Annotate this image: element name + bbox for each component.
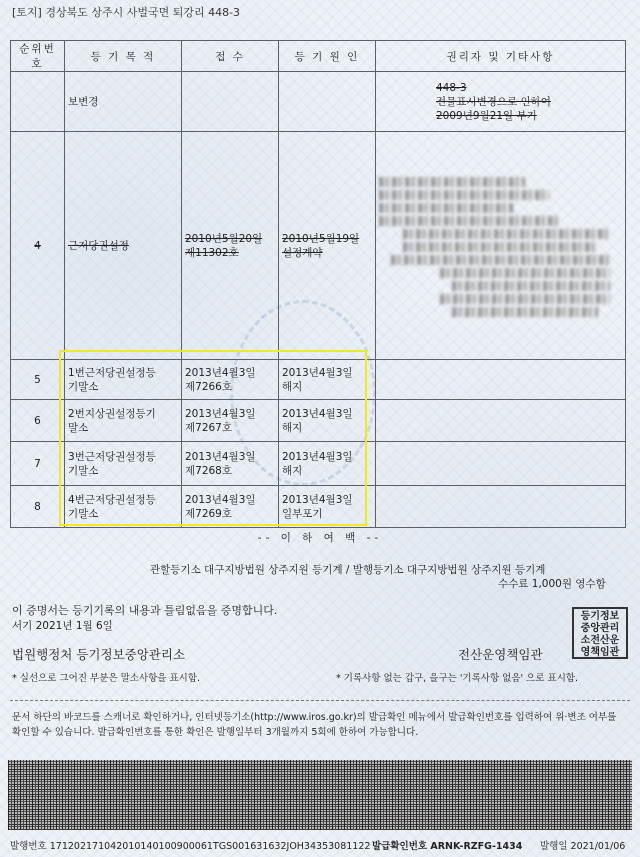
divider (10, 700, 630, 701)
issuer-name: 법원행정처 등기정보중앙관리소 (12, 647, 186, 662)
redacted-text (379, 190, 549, 200)
document-header: [토지] 경상북도 상주시 사벌국면 퇴강리 448-3 (12, 6, 241, 19)
receipt-cell: 2013년4월3일 제7267호 (182, 400, 279, 442)
issue-number: 발행번호 171202171042010140100900061TGS001631632JOH34353081122 (10, 841, 371, 852)
highlight-box (59, 350, 367, 526)
receipt-cell: 2013년4월3일 제7266호 (182, 360, 279, 400)
holder-cell (376, 486, 626, 528)
purpose-cell: 4번근저당권설정등 기말소 (65, 486, 182, 528)
cause-cell (279, 72, 376, 132)
note-left: * 실선으로 그어진 부분은 말소사항을 표시함. (12, 673, 201, 684)
holder-cell (376, 442, 626, 486)
confirmation-number: 발급확인번호 ARNK-RZFG-1434 (372, 841, 523, 852)
redacted-text (391, 255, 610, 265)
issue-date-text: 서기 2021년 1월 6일 (12, 620, 113, 632)
receipt-cell: 2013년4월3일 제7268호 (182, 442, 279, 486)
official-stamp: 등기정보 중앙관리 소전산운 영책임관 (572, 607, 628, 659)
redacted-text (379, 216, 561, 226)
holder-cell: 448-3 전물표시변경으로 인하여 2009년9월21일 부기 (376, 72, 626, 132)
cause-cell: 2013년4월3일 해지 (279, 442, 376, 486)
cause-cell: 2013년4월3일 해지 (279, 400, 376, 442)
certification-text: 이 증명서는 등기기록의 내용과 틀림없음을 증명합니다. (12, 604, 278, 617)
redacted-holder-cell (376, 132, 626, 360)
receipt-cell (182, 72, 279, 132)
purpose-cell: 2번지상권설정등기 말소 (65, 400, 182, 442)
note-right: * 기록사항 없는 갑구, 을구는 '기록사항 없음' 으로 표시함. (336, 673, 579, 684)
rank-cell: 6 (11, 400, 65, 442)
rank-cell: 7 (11, 442, 65, 486)
col-receipt: 접 수 (182, 41, 279, 72)
col-cause: 등 기 원 인 (279, 41, 376, 72)
receipt-cell: 2013년4월3일 제7269호 (182, 486, 279, 528)
officer-title: 전산운영책임관 (458, 647, 543, 662)
purpose-cell: 3번근저당권설정등 기말소 (65, 442, 182, 486)
redacted-text (403, 242, 597, 252)
cause-cell: 2013년4월3일 일부포기 (279, 486, 376, 528)
purpose-cell: 보변경 (65, 72, 182, 132)
barcode-notice: 문서 하단의 바코드를 스캐너로 확인하거나, 인터넷등기소(http://www.iros.go.kr)의 발급확인 메뉴에서 발급확인번호를 입력하여 위·변조 여부를 확인할 수 있습니다. 발급확인번호를 통한 확인은 발행일부터 3개월까지 5회에 한하여 가능합니다. (12, 712, 617, 738)
rank-cell: 8 (11, 486, 65, 528)
redacted-text (403, 229, 610, 239)
fee-line: 수수료 1,000원 영수함 (498, 578, 606, 590)
rank-cell: 4 (11, 132, 65, 360)
end-mark: -- 이 하 여 백 -- (257, 532, 383, 544)
redacted-text (440, 268, 610, 278)
rank-cell (11, 72, 65, 132)
redacted-text (379, 177, 525, 187)
redacted-text (452, 281, 610, 291)
2d-barcode (8, 760, 632, 830)
issue-date: 발행일 2021/01/06 (540, 841, 626, 852)
holder-cell (376, 400, 626, 442)
purpose-cell: 근저당권설정 (65, 132, 182, 360)
office-line: 관할등기소 대구지방법원 상주지원 등기계 / 발행등기소 대구지방법원 상주지원 등기계 (150, 564, 546, 576)
holder-cell (376, 360, 626, 400)
redacted-text (379, 203, 513, 213)
receipt-cell: 2010년5월20일 제11302호 (182, 132, 279, 360)
cause-cell: 2013년4월3일 해지 (279, 360, 376, 400)
table-header-row (11, 41, 626, 72)
table-row (11, 72, 626, 132)
purpose-cell: 1번근저당권설정등 기말소 (65, 360, 182, 400)
col-rank: 순위번호 (11, 41, 65, 72)
redacted-text (452, 307, 598, 317)
cause-cell: 2010년5월19일 설정계약 (279, 132, 376, 360)
redacted-text (440, 294, 610, 304)
table-row (11, 132, 626, 360)
rank-cell: 5 (11, 360, 65, 400)
col-holder: 권리자 및 기타사항 (376, 41, 626, 72)
col-purpose: 등 기 목 적 (65, 41, 182, 72)
